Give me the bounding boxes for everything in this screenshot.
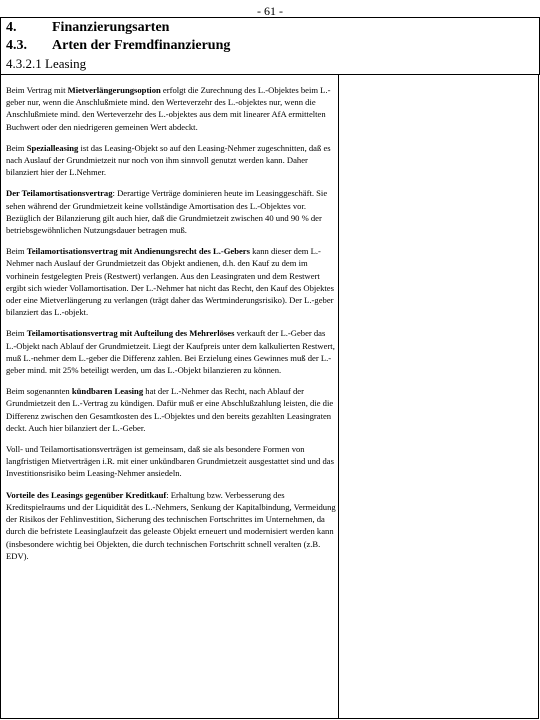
paragraph: Beim Spezialleasing ist das Leasing-Objekt so auf den Leasing-Nehmer zugeschnitten, daß es nach Auslauf der Grundmietzeit nur noch von ihm sinnvoll genutzt werden kann. Daher bilanziert hier der L.Nehmer.: [6, 142, 331, 178]
section-heading: [6, 38, 230, 54]
paragraph: Beim Teilamortisationsvertrag mit Andienungsrecht des L.-Gebers kann dieser dem L.-Nehmer nach Auslauf der Grundmietzeit das Objekt andienen, d.h. den Kauf zu dem im vorhinein festgelegten Preis (Restwert) verlangen. Aus den Leasingraten und dem Restwert ergibt sich wieder Vollamortisation. Der L.-Nehmer hat nicht das Recht, den Kauf des Objektes oder eine Mietverlängerung zu verlangen (trägt daher das Wertminderungsrisiko). Der L.-geber bilanziert das L.-objekt.: [6, 246, 334, 318]
body-text: [6, 84, 336, 571]
section-title: Arten der Fremdfinanzierung: [52, 38, 231, 53]
paragraph: Der Teilamortisationsvertrag: Derartige Verträge dominieren heute im Leasinggeschäft. Sie sehen während der Grundmietzeit keine vollständige Amortisation des L.-Objektes vor. Bezüglich der Bilanzierung gilt auch hier, daß die Grundmietzeit zwischen 40 und 90 % der betriebsgewöhnlichen Nutzungsdauer betragen muß.: [6, 188, 328, 236]
term: Spezialleasing: [26, 142, 79, 153]
paragraph: Vorteile des Leasings gegenüber Kreditkauf: Erhaltung bzw. Verbesserung des Kreditspielraums und der Liquidität des L.-Nehmers, Senkung der Kapitalbindung, Vermeidung der Risikos der Fehlinvestition, Sicherung des technischen Fortschrittes im Unternehmen, da durch die befristete Leasinglaufzeit das geleaste Objekt erneuert und modernisiert werden kann (insbesondere wichtig bei Objekten, die durch technischen Fortschritt schnell veralten (z.B. EDV).: [6, 489, 336, 561]
term: Mietverlängerungsoption: [67, 85, 161, 95]
term: Der Teilamortisationsvertrag: [6, 188, 113, 199]
main-column: [0, 74, 339, 719]
chapter-number: 4.: [6, 20, 17, 35]
subsection-heading: 4.3.2.1 Leasing: [6, 56, 87, 71]
term: Teilamortisationsvertrag mit Andienungsrecht des L.-Gebers: [26, 246, 250, 257]
term: Vorteile des Leasings gegenüber Kreditkauf: [6, 489, 167, 500]
term: kündbaren Leasing: [71, 386, 144, 397]
paragraph: Voll- und Teilamortisationsverträgen ist gemeinsam, daß sie als besondere Formen von langfristigen Mietverträgen i.R. mit einer unkündbaren Grundmietzeit ausgestattet sind und das Investitionsrisiko beim Leasing-Nehmer ansiedeln.: [6, 444, 334, 479]
paragraph: Beim sogenannten kündbaren Leasing hat der L.-Nehmer das Recht, nach Ablauf der Grundmietzeit den L.-Vertrag zu kündigen. Dafür muß er eine Abschlußzahlung leisten, die die Differenz zwischen den Gesamtkosten des L.-Objektes und den bereits gezahlten Leasingraten deckt. Auch hier bilanziert der L.-Geber.: [6, 386, 334, 433]
paragraph: Beim Teilamortisationsvertrag mit Aufteilung des Mehrerlöses verkauft der L.-Geber das L.-Objekt nach Ablauf der Grundmietzeit. Liegt der Kaufpreis unter dem kalkulierten Restwert, muß L.-nehmer dem L.-geber die Differenz zahlen. Bei Erzielung eines Gewinnes muß der L.-geber mind. mit 25% beteiligt werden, um das L.-Objekt bilanzieren zu können.: [6, 328, 335, 376]
paragraph: Beim Vertrag mit Mietverlängerungsoption erfolgt die Zurechnung des L.-Objektes beim L.-geber nur, wenn die Anschlußmiete mind. den Werteverzehr des L.-objektes nur, wenn die Anschlußmiete mind. den Werteverzehr des L.-objektes aus dem mit linearer AfA ermittelten Buchwert oder den niedrigeren gemeinen Wert abdeckt.: [6, 85, 331, 132]
page-number: - 61 -: [257, 4, 283, 18]
section-header: [0, 17, 540, 75]
section-number: 4.3.: [6, 38, 27, 53]
term: Teilamortisationsvertrag mit Aufteilung des Mehrerlöses: [26, 328, 235, 339]
chapter-heading: [6, 20, 169, 36]
margin-column: [337, 74, 539, 719]
chapter-title: Finanzierungsarten: [52, 20, 170, 35]
